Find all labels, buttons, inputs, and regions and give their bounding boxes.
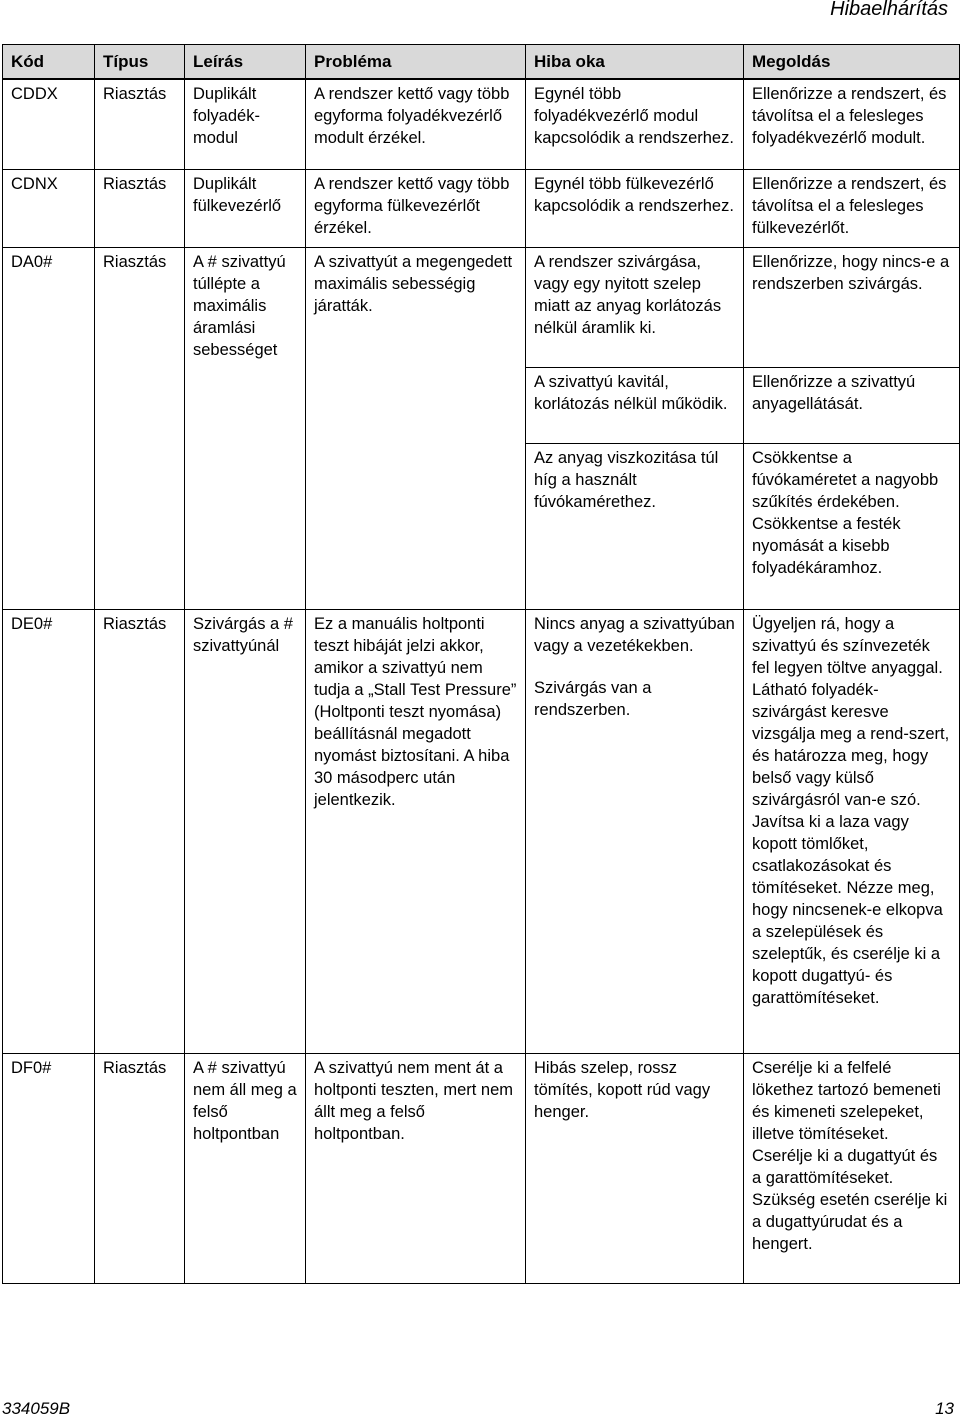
page-number: 13 [935, 1399, 954, 1418]
error-solutions-cell [744, 609, 960, 1053]
error-description: Duplikált folyadék-modul [185, 79, 306, 169]
error-code: DF0# [3, 1053, 95, 1283]
header-problem: Probléma [306, 45, 526, 80]
error-code: CDNX [3, 169, 95, 247]
error-code: DE0# [3, 609, 95, 1053]
document-code: 334059B [2, 1399, 71, 1418]
table-row [3, 169, 960, 247]
table-row [3, 79, 960, 169]
error-problem: Ez a manuális holtponti teszt hibáját jelzi akkor, amikor a szivattyú nem tudja a „Stall Test Pressure” (Holtponti teszt nyomása) beállításnál megadott nyomást biztosítani. A hiba 30 másodperc után jelentkezik. [306, 609, 526, 1053]
error-solution: Ügyeljen rá, hogy a szivattyú és színvezeték fel legyen töltve anyaggal. [752, 614, 943, 677]
error-causes-cell [526, 609, 744, 1053]
table-row [3, 247, 960, 367]
error-description: A # szivattyú túllépte a maximális áramlási sebességet [185, 247, 306, 609]
header-solution: Megoldás [744, 45, 960, 80]
header-description: Leírás [185, 45, 306, 80]
error-solution: Csökkentse a fúvókaméretet a nagyobb szűkítés érdekében. Csökkentse a festék nyomását a kisebb folyadékáramhoz. [744, 443, 960, 609]
error-problem: A szivattyút a megengedett maximális sebességig járatták. [306, 247, 526, 609]
error-solution: Ellenőrizze a szivattyú anyagellátását. [744, 367, 960, 443]
error-cause: Nincs anyag a szivattyúban vagy a vezetékekben. [534, 614, 735, 655]
header-cause: Hiba oka [526, 45, 744, 80]
section-title: Hibaelhárítás [830, 0, 948, 20]
error-type: Riasztás [95, 169, 185, 247]
error-description: Szivárgás a # szivattyúnál [185, 609, 306, 1053]
table-header-row [3, 45, 960, 80]
error-type: Riasztás [95, 609, 185, 1053]
error-type: Riasztás [95, 247, 185, 609]
error-problem: A szivattyú nem ment át a holtponti teszten, mert nem állt meg a felső holtpontban. [306, 1053, 526, 1283]
error-problem: A rendszer kettő vagy több egyforma folyadékvezérlő modult érzékel. [306, 79, 526, 169]
troubleshooting-table [2, 44, 960, 1284]
table-row [3, 609, 960, 1053]
error-description: A # szivattyú nem áll meg a felső holtpontban [185, 1053, 306, 1283]
header-type: Típus [95, 45, 185, 80]
error-type: Riasztás [95, 79, 185, 169]
error-solution: Cserélje ki a felfelé lökethez tartozó bemeneti és kimeneti szelepeket, illetve tömítéseket. Cserélje ki a dugattyút és a garattömítéseket. Szükség esetén cserélje ki a dugattyúrudat és a hengert. [744, 1053, 960, 1283]
error-problem: A rendszer kettő vagy több egyforma fülkevezérlőt érzékel. [306, 169, 526, 247]
error-cause: A szivattyú kavitál, korlátozás nélkül működik. [526, 367, 744, 443]
table-row [3, 1053, 960, 1283]
error-solution: Ellenőrizze a rendszert, és távolítsa el a felesleges folyadékvezérlő modult. [744, 79, 960, 169]
error-solution: Látható folyadék-szivárgást keresve vizsgálja meg a rend-szert, és határozza meg, hogy belső vagy külső szivárgásról van-e szó. Javítsa ki a laza vagy kopott tömlőket, csatlakozásokat és tömítéseket. Nézze meg, hogy nincsenek-e elkopva a szelepülések és szeleptűk, és cserélje ki a kopott dugattyú- és garattömítéseket. [752, 680, 950, 1007]
error-cause: Egynél több fülkevezérlő kapcsolódik a rendszerhez. [526, 169, 744, 247]
error-type: Riasztás [95, 1053, 185, 1283]
error-code: DA0# [3, 247, 95, 609]
error-cause: A rendszer szivárgása, vagy egy nyitott szelep miatt az anyag korlátozás nélkül áramlik ki. [526, 247, 744, 367]
header-code: Kód [3, 45, 95, 80]
error-cause: Egynél több folyadékvezérlő modul kapcsolódik a rendszerhez. [526, 79, 744, 169]
error-code: CDDX [3, 79, 95, 169]
error-cause: Az anyag viszkozitása túl híg a használt fúvókamérethez. [526, 443, 744, 609]
error-solution: Ellenőrizze a rendszert, és távolítsa el a felesleges fülkevezérlőt. [744, 169, 960, 247]
error-solution: Ellenőrizze, hogy nincs-e a rendszerben szivárgás. [744, 247, 960, 367]
error-cause: Szivárgás van a rendszerben. [534, 678, 652, 719]
error-description: Duplikált fülkevezérlő [185, 169, 306, 247]
error-cause: Hibás szelep, rossz tömítés, kopott rúd vagy henger. [526, 1053, 744, 1283]
